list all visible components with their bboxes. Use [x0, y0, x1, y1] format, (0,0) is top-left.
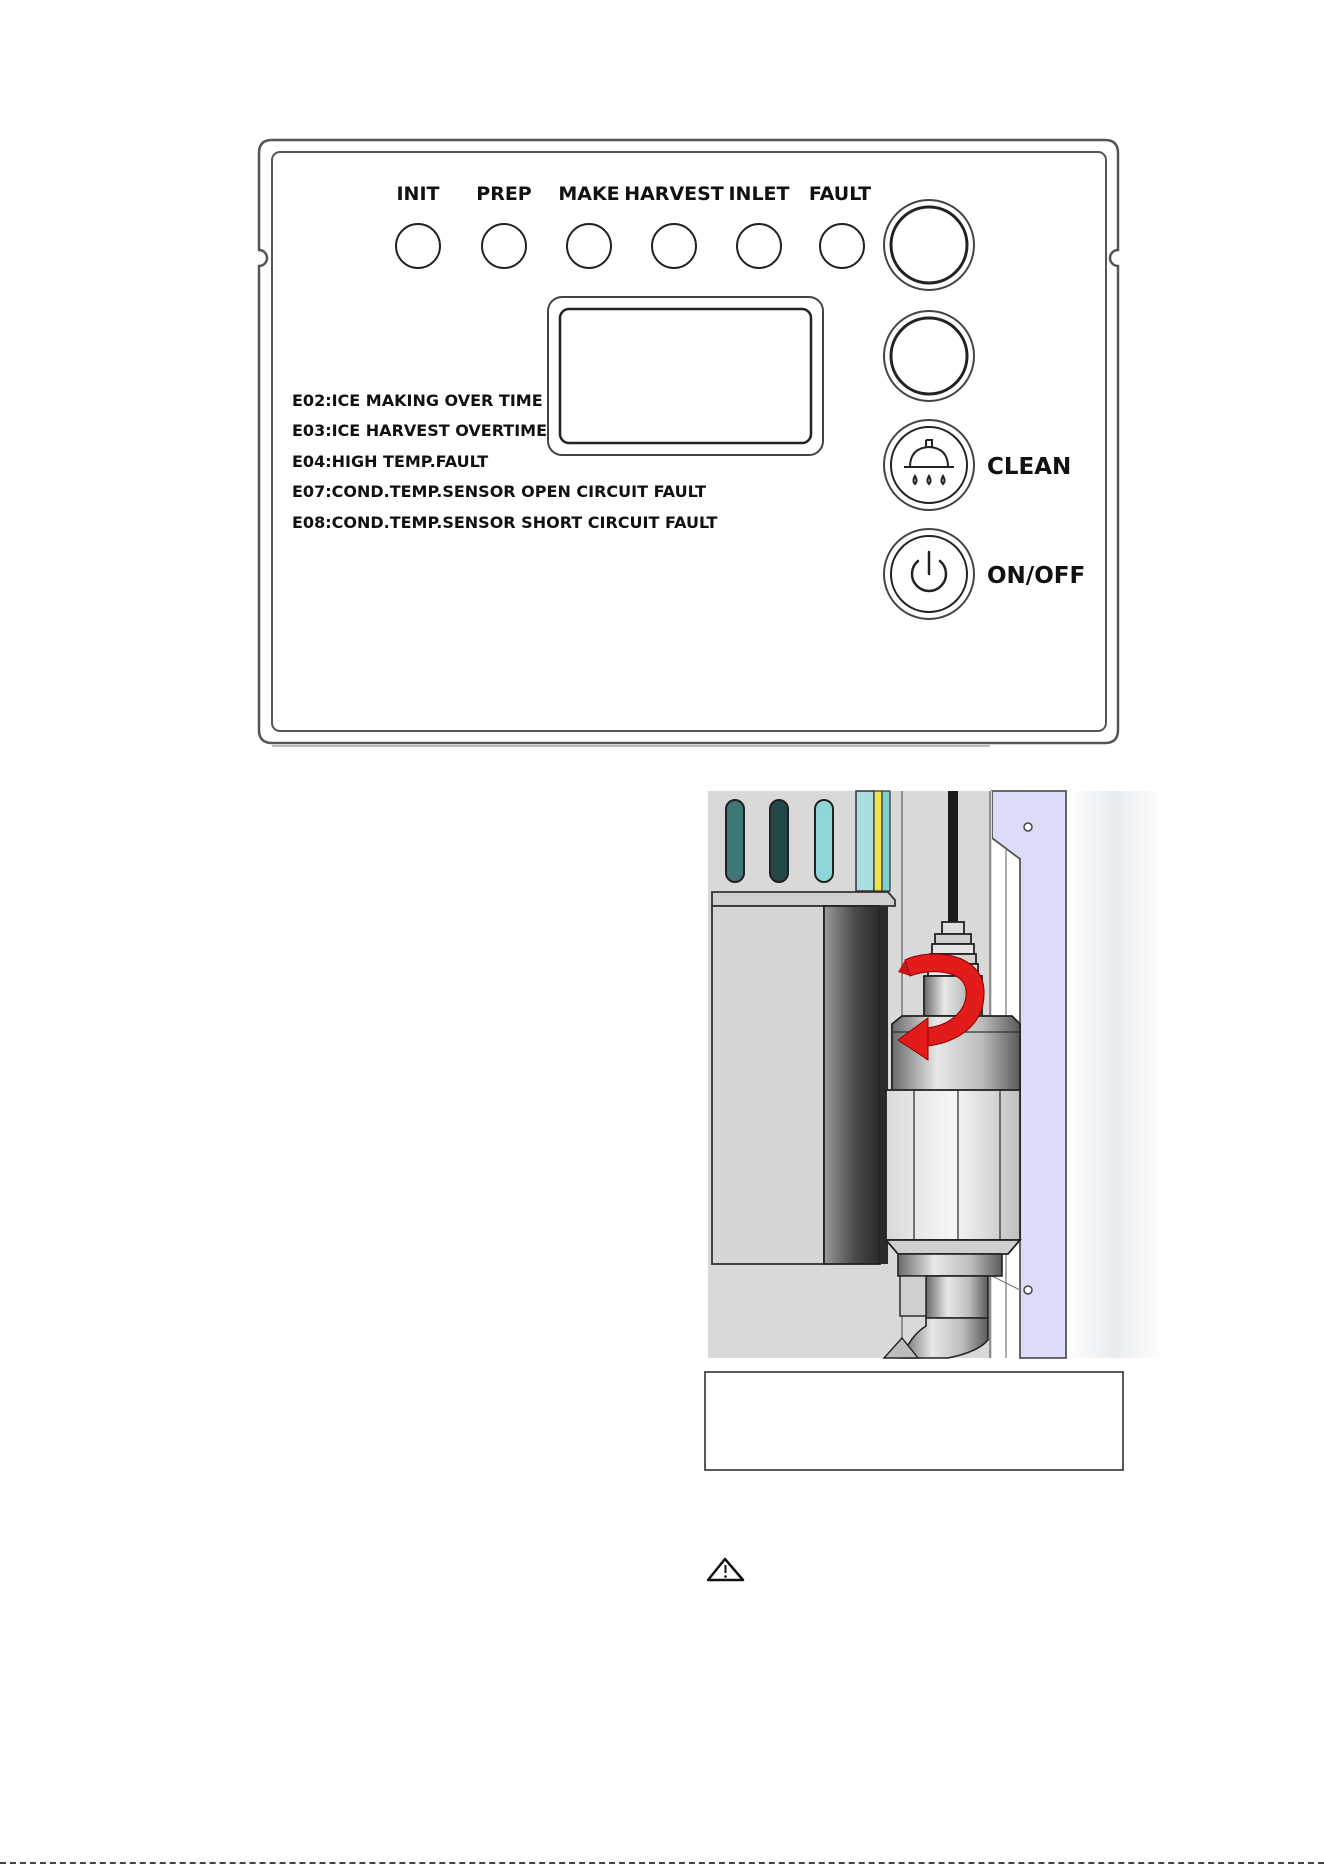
indicator-label-harvest: HARVEST: [624, 183, 724, 205]
fault-code-item: E03:ICE HARVEST OVERTIME: [292, 421, 548, 440]
unlabeled-button-second[interactable]: [884, 311, 974, 401]
fault-code-item: E04:HIGH TEMP.FAULT: [292, 452, 489, 471]
onoff-button[interactable]: [884, 529, 974, 619]
clean-button[interactable]: [884, 420, 974, 510]
clean-button-label: CLEAN: [987, 454, 1072, 480]
indicator-label-make: MAKE: [558, 183, 620, 205]
indicator-light-fault: [820, 224, 864, 268]
pump-cable: [948, 791, 958, 923]
indicator-light-inlet: [737, 224, 781, 268]
page-bottom-rule: [0, 1862, 1324, 1864]
indicator-label-fault: FAULT: [808, 183, 872, 205]
digital-display: [548, 297, 823, 455]
warning-triangle-icon: [708, 1559, 743, 1580]
indicator-label-init: INIT: [396, 183, 440, 205]
indicator-light-harvest: [652, 224, 696, 268]
control-panel: [259, 140, 1118, 746]
caption-box: [705, 1372, 1123, 1470]
fault-code-item: E08:COND.TEMP.SENSOR SHORT CIRCUIT FAULT: [292, 513, 718, 532]
indicator-light-make: [567, 224, 611, 268]
indicator-label-inlet: INLET: [728, 183, 790, 205]
indicator-light-prep: [482, 224, 526, 268]
drain-elbow: [884, 1254, 1002, 1358]
indicator-light-init: [396, 224, 440, 268]
onoff-button-label: ON/OFF: [987, 563, 1086, 589]
fault-code-item: E07:COND.TEMP.SENSOR OPEN CIRCUIT FAULT: [292, 482, 707, 501]
pump-body: [886, 1090, 1020, 1254]
indicator-label-prep: PREP: [476, 183, 532, 205]
fault-code-item: E02:ICE MAKING OVER TIME: [292, 391, 543, 410]
drain-pump-illustration: [708, 791, 1164, 1358]
cabinet-side-wall: [1066, 791, 1164, 1358]
water-tank: [712, 892, 895, 1264]
unlabeled-button-top[interactable]: [884, 200, 974, 290]
